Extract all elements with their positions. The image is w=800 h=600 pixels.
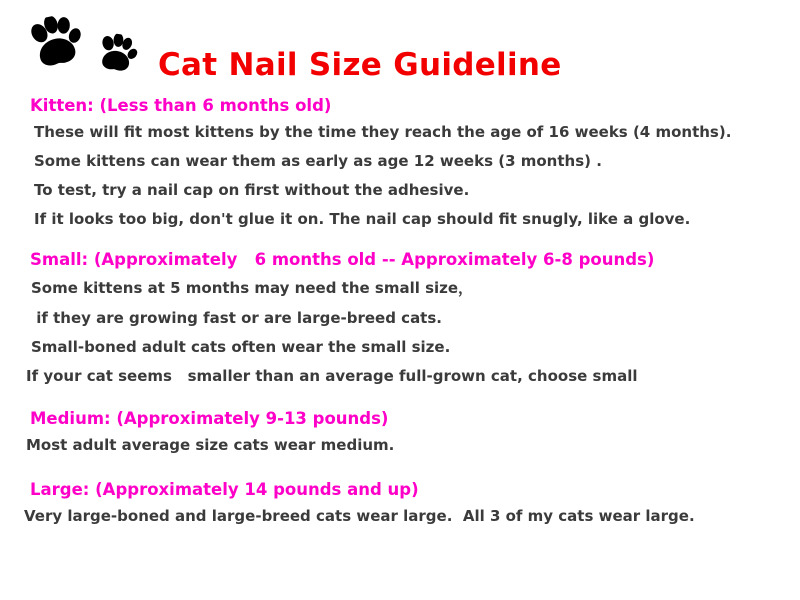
section-medium — [0, 409, 800, 454]
page-header — [0, 0, 800, 83]
section-line: if they are growing fast or are large-breed cats. — [31, 309, 442, 327]
section-line: Some kittens at 5 months may need the small size， — [31, 279, 474, 297]
section-line: To test, try a nail cap on first without the adhesive. — [34, 181, 470, 199]
section-heading: Medium: (Approximately 9-13 pounds) — [30, 409, 389, 428]
section-heading: Large: (Approximately 14 pounds and up) — [30, 480, 419, 499]
section-line: These will fit most kittens by the time they reach the age of 16 weeks (4 months). — [34, 123, 732, 141]
section-line: Small-boned adult cats often wear the small size. — [31, 338, 451, 356]
paw-print-icon — [93, 31, 140, 78]
section-large — [0, 480, 800, 525]
page-title: Cat Nail Size Guideline — [158, 46, 562, 83]
section-small — [0, 250, 800, 385]
section-heading: Small: (Approximately 6 months old -- Approximately 6-8 pounds) — [30, 250, 655, 269]
section-line: If your cat seems smaller than an average full-grown cat, choose small — [26, 367, 638, 385]
section-line: Very large-boned and large-breed cats wear large. All 3 of my cats wear large. — [24, 507, 695, 525]
guideline-content — [0, 96, 800, 525]
section-heading: Kitten: (Less than 6 months old) — [30, 96, 332, 115]
section-line: Some kittens can wear them as early as age 12 weeks (3 months) . — [34, 152, 602, 170]
paw-print-icon — [23, 11, 89, 77]
section-line: Most adult average size cats wear medium. — [26, 436, 395, 454]
section-line: If it looks too big, don't glue it on. The nail cap should fit snugly, like a glove. — [34, 210, 691, 228]
section-kitten — [0, 96, 800, 228]
